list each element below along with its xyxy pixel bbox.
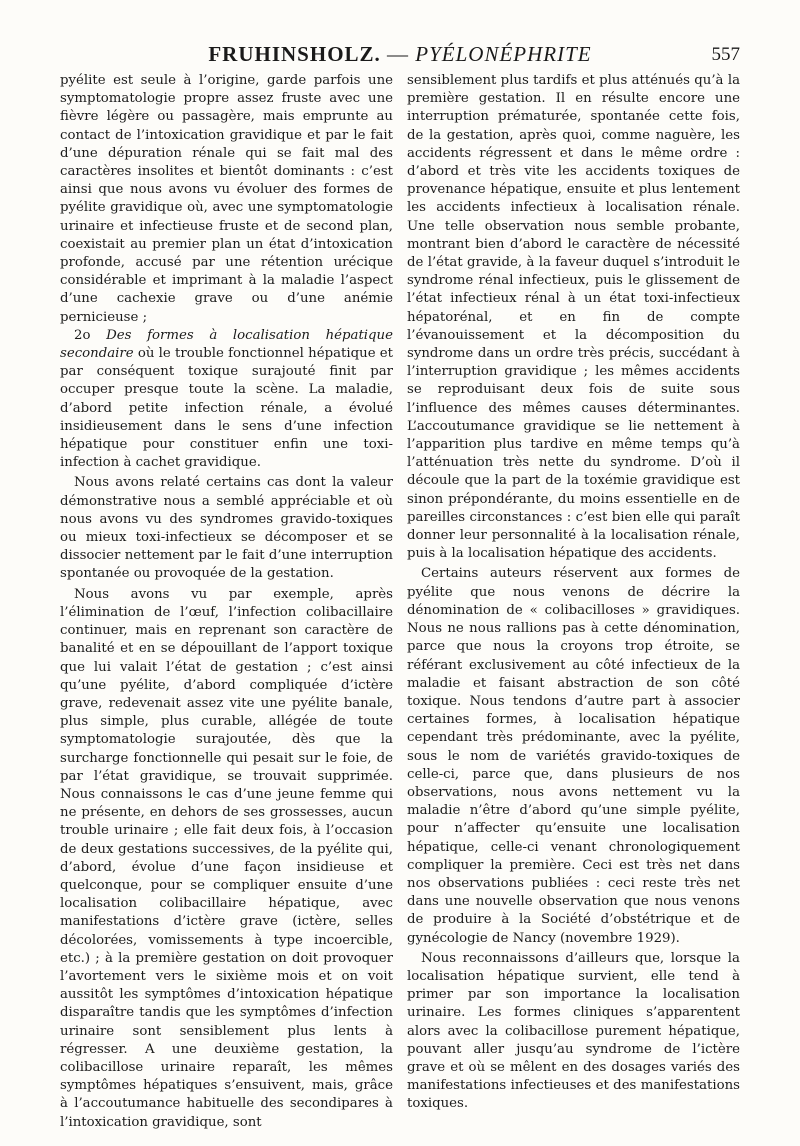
paragraph-text: où le trouble fonctionnel hépatique et par conséquent toxique surajouté finit par occuper presque toute la scène. La maladie, d’abord petite infection rénale, a évolué insidieusement dans le sens d’une infection hépatique pour constituer enfin une toxi-infection à cachet gravidique. (60, 346, 394, 471)
header-separator: — (387, 42, 410, 66)
running-header (60, 42, 740, 72)
emphasized-heading: Des formes à localisation hépatique secondaire (60, 327, 393, 362)
right-column (407, 72, 740, 1112)
header-author: FRUHINSHOLZ. (208, 42, 381, 66)
page-number: 557 (711, 44, 740, 65)
list-marker: 2o (74, 327, 107, 343)
paragraph (60, 327, 393, 473)
text-columns (60, 72, 740, 1130)
left-column (60, 72, 394, 1130)
paragraph: Nous avons relaté certains cas dont la valeur démonstrative nous a semblé appréciable et où nous avons vu des syndromes gravido-toxiques ou mieux toxi-infectieux se décomposer et se dissocier nettement par le fait d’une interruption spontanée ou provoquée de la gestation. (60, 475, 393, 582)
paragraph: pyélite est seule à l’origine, garde parfois une symptomatologie propre assez fruste avec une fièvre légère ou passagère, mais emprunte au contact de l’intoxication gravidique et par le fait d’une dépuration rénale qui se fait mal des caractères insolites et bientôt dominants : c’est ainsi que nous avons vu évoluer des formes de pyélite gravidique où, avec une symptomatologie urinaire et infectieuse fruste et de second plan, coexistait au premier plan un état d’intoxication profonde, accusé par une rétention urécique considérable et imprimant à la maladie l’aspect d’une cachexie grave ou d’une anémie pernicieuse ; (60, 73, 393, 325)
paragraph: Nous avons vu par exemple, après l’élimination de l’œuf, l’infection colibacillaire continuer, mais en reprenant son caractère de banalité et en se dépouillant de l’apport toxique que lui valait l’état de gestation ; c’est ainsi qu’une pyélite, d’abord compliquée d’ictère grave, redevenait assez vite une pyélite banale, plus simple, plus curable, allégée de toute symptomatologie surajoutée, dès que la surcharge fonctionnelle qui pesait sur le foie, de par l’état gravidique, se trouvait supprimée. Nous connaissons le cas d’une jeune femme qui ne présente, en dehors de ses grossesses, aucun trouble urinaire ; elle fait deux fois, à l’occasion de deux gestations successives, de la pyélite qui, d’abord, évolue d’une façon insidieuse et quelconque, pour se compliquer ensuite d’une localisation colibacillaire hépatique, avec manifestations d’ictère grave (ictère, selles décolorées, vomissements à type incoercible, etc.) ; à la première gestation on doit provoquer l’avortement vers le sixième mois et on voit aussitôt les symptômes d’intoxication hépatique disparaître tandis que les symptômes d’infection urinaire sont sensiblement plus lents à régresser. A une deuxième gestation, la colibacillose urinaire reparaît, les mêmes symptômes hépatiques s’ensuivent, mais, grâce à l’accoutumance habituelle des secondipares à l’intoxication gravidique, sont (60, 586, 393, 1130)
running-head (60, 42, 740, 67)
paragraph: Nous reconnaissons d’ailleurs que, lorsque la localisation hépatique survient, elle tend à primer par son importance la localisation urinaire. Les formes cliniques s’apparentent alors avec la colibacillose purement hépatique, pouvant aller jusqu’au syndrome de l’ictère grave et où se mêlent en des dosages variés des manifestations infectieuses et des manifestations toxiques. (407, 950, 740, 1112)
paragraph: sensiblement plus tardifs et plus atténués qu’à la première gestation. Il en résulte encore une interruption prématurée, spontanée cette fois, de la gestation, après quoi, comme naguère, les accidents régressent et dans le même ordre : d’abord et très vite les accidents toxiques de provenance hépatique, ensuite et plus lentement les accidents infectieux à localisation rénale. Une telle observation nous semble probante, montrant bien d’abord le caractère de nécessité de l’état gravide, à la faveur duquel s’introduit le syndrome rénal infectieux, puis le glissement de l’état infectieux rénal à un état toxi-infectieux hépatorénal, et en fin de compte l’évanouissement et la décomposition du syndrome dans un ordre très précis, succédant à l’interruption gravidique ; les mêmes accidents se reproduisant deux fois de suite sous l’influence des mêmes causes déterminantes. L’accoutumance gravidique se lie nettement à l’apparition plus tardive en même temps qu’à l’atténuation très nette du syndrome. D’où il découle que la part de la toxémie gravidique est sinon prépondérante, du moins essentielle en de pareilles circonstances : c’est bien elle qui paraît donner leur personnalité à la localisation rénale, puis à la localisation hépatique des accidents. (407, 73, 740, 562)
paragraph: Certains auteurs réservent aux formes de pyélite que nous venons de décrire la dénomination de « colibacilloses » gravidiques. Nous ne nous rallions pas à cette dénomination, parce que nous la croyons trop étroite, se référant exclusivement au côté infectieux de la maladie et faisant abstraction de son côté toxique. Nous tendons d’autre part à associer certaines formes, à localisation hépatique cependant très prédominante, avec la pyélite, sous le nom de variétés gravido-toxiques de celle-ci, parce que, dans plusieurs de nos observations, nous avons nettement vu la maladie n’être d’abord qu’une simple pyélite, pour n’affecter qu’ensuite une localisation hépatique, celle-ci venant chronologiquement compliquer la première. Ceci est très net dans nos observations publiées : ceci reste très net dans une nouvelle observation que nous venons de produire à la Société d’obstétrique et de gynécologie de Nancy (novembre 1929). (407, 566, 740, 946)
header-title: PYÉLONÉPHRITE (415, 42, 592, 66)
